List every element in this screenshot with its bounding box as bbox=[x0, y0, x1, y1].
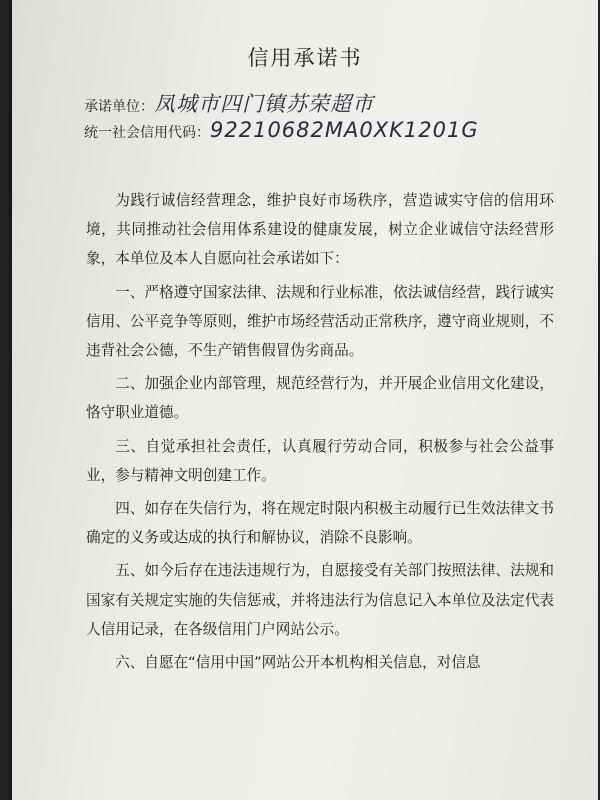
document-body bbox=[86, 186, 554, 681]
paragraph-item-1: 一、严格遵守国家法律、法规和行业标准，依法诚信经营，践行诚实信用、公平竞争等原则，维护市场经营活动正常秩序，遵守商业规则，不违背社会公德，不生产销售假冒伪劣商品。 bbox=[86, 283, 554, 360]
paragraph-intro: 为践行诚信经营理念，维护良好市场秩序，营造诚实守信的信用环境，共同推动社会信用体系建设的健康发展，树立企业诚信守法经营形象，本单位及本人自愿向社会承诺如下： bbox=[86, 192, 554, 268]
paragraph-item-3: 三、自觉承担社会责任，认真履行劳动合同，积极参与社会公益事业，参与精神文明创建工作。 bbox=[86, 437, 554, 484]
paragraph-item-5: 五、如今后存在违法违规行为，自愿接受有关部门按照法律、法规和国家有关规定实施的失信惩戒，并将违法行为信息记入本单位及法定代表人信用记录，在各级信用门户网站公示。 bbox=[86, 562, 554, 638]
committing-unit-row bbox=[84, 88, 374, 118]
paragraph-item-2: 二、加强企业内部管理，规范经营行为，并开展企业信用文化建设，恪守职业道德。 bbox=[86, 375, 554, 422]
document-title: 信用承诺书 bbox=[247, 46, 363, 70]
credit-code-value: 92210682MA0XK1201G bbox=[210, 118, 479, 142]
committing-unit-label: 承诺单位： bbox=[84, 99, 154, 115]
paragraph-item-4: 四、如存在失信行为，将在规定时限内积极主动履行已生效法律文书确定的义务或达成的执行和解协议，消除不良影响。 bbox=[86, 500, 554, 547]
credit-code-row bbox=[84, 118, 479, 142]
document-sheet bbox=[12, 0, 598, 800]
committing-unit-value: 凤城市四门镇苏荣超市 bbox=[154, 92, 374, 116]
paragraph-item-6: 六、自愿在“信用中国”网站公开本机构相关信息，对信息 bbox=[115, 654, 481, 672]
credit-code-label: 统一社会信用代码： bbox=[84, 125, 210, 141]
